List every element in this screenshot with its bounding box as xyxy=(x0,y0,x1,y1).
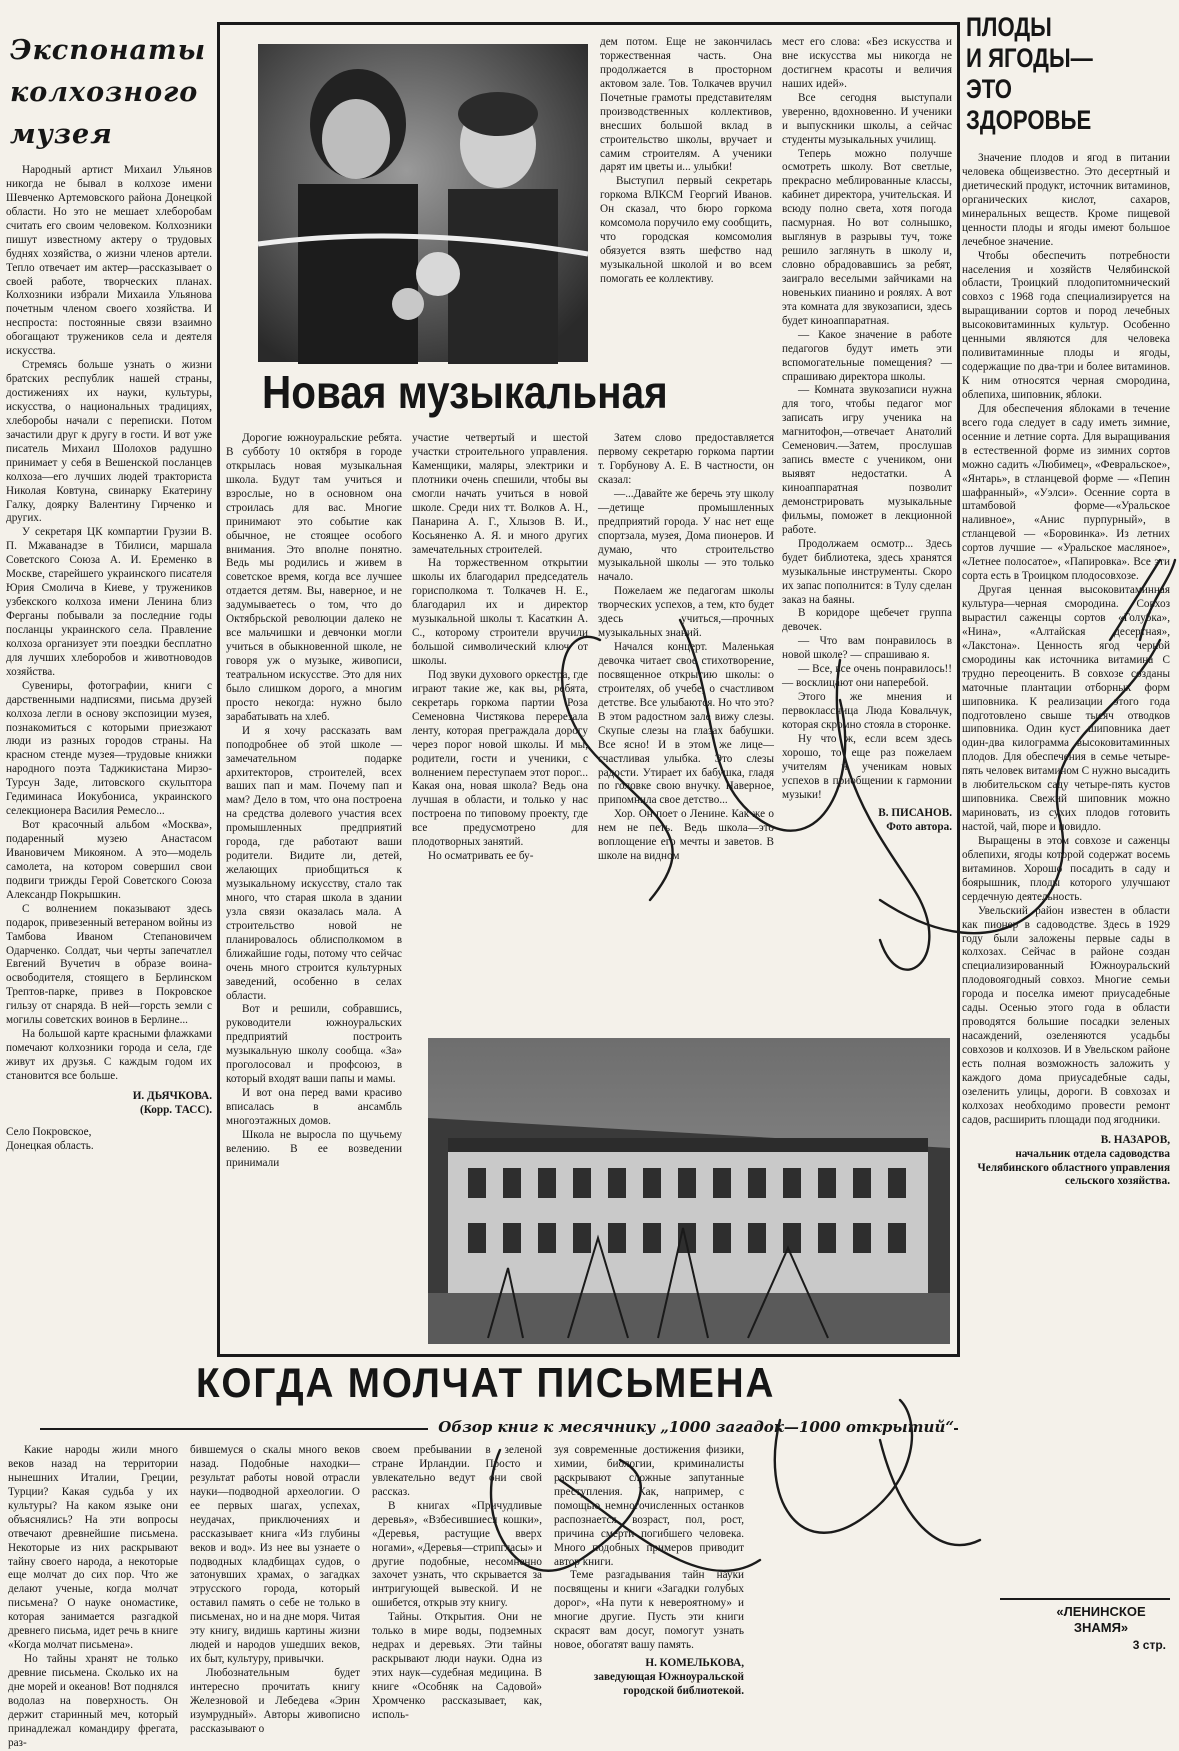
paragraph: Выращены в этом совхозе и саженцы облепихи, ягоды которой содержат восемь витаминов. Хорошо посадить в саду и боярышник, плоды которого улучшают сердечную деятельность. xyxy=(962,834,1170,903)
paragraph: Увельский район известен в области как пионер в садоводстве. Здесь в 1929 году были заложены первые сады в колхозах. Сейчас в районе создан специализированный Южноуральский плодовоягодный совхоз. Многие семьи города и поселка имеют приусадебные сады. Осенью этого года в области проводятся большие посадки зеленых насаждений, озеленяются усадьбы совхозов и колхозов. И в Увельском районе есть полная возможность заложить у каждого дома приусадебные сады, озеленить улицы, дороги. В совхозах и колхозах необходимо провести ремонт садов, расширить площади под ягодники. xyxy=(962,904,1170,1126)
paragraph: участие четвертый и шестой участки строительного управления. Каменщики, маляры, электрики и плотники очень спешили, чтобы вы смогли начать учиться в новой школе. Среди них тт. Волков А. Н., Панарина А. Г., Хлызов В. И., Косьяненко А. Я. и много других замечательных строителей. xyxy=(412,432,588,556)
paragraph: Но тайны хранят не только древние письмена. Сколько их на дне морей и океанов! Вот поднялся водолаз на поверхность. Он держит старинный меч, который принадлежал командиру фрегата, раз- xyxy=(8,1653,178,1749)
footer-rule xyxy=(1000,1598,1170,1600)
paragraph: Для обеспечения яблоками в течение всего года следует в саду иметь зимние, осенние и летние сорта. Для выращивания в естественной форме из зимних сортов можно садить «Любимец», «Февральское», «Янтарь», в стланцевой форме — «Пепин шафранный», «Уэлси». Осенние сорта в штамбовой форме—«Уральское наливное», «Анис пурпурный», в стланцевой — «Боровинка». Из летних сортов лучшие — «Уральское масляное», «Летнее полосатое», «Папировка». Все эти сорта есть в Троицком плодосовхозе. xyxy=(962,402,1170,583)
museum-place: Село Покровское, Донецкая область. xyxy=(6,1125,94,1152)
footer-paper-name: «ЛЕНИНСКОЕ ЗНАМЯ» xyxy=(1056,1604,1146,1635)
paragraph: — Все, все очень понравилось!! — восклицают они наперебой. xyxy=(782,663,952,690)
museum-title-line: колхозного xyxy=(10,77,199,108)
paragraph: зуя современные достижения физики, химии, биологии, криминалисты раскрывают сложные запутанные преступления. Как, например, с помощью немногочисленных останков распознается возраст, пол, рост, причина смерти погибшего человека. Много подобных примеров приводит автор книги. xyxy=(554,1444,744,1568)
fruits-title-line: И ЯГОДЫ— xyxy=(966,43,1093,73)
paragraph: Вот красочный альбом «Москва», подаренный музею Анастасом Ивановичем Микояном. А это—модель самолета, на котором совершил свои подвиги трижды Герой Советского Союза Александр Покрышкин. xyxy=(6,819,212,901)
paragraph: Ну что ж, если всем здесь хорошо, то еще раз пожелаем учителям и ученикам новых успехов в приобщении к гармонии музыки! xyxy=(782,732,952,801)
paragraph: Затем слово предоставляется первому секретарю горкома партии т. Горбунову А. Е. В частности, он сказал: xyxy=(598,432,774,486)
paragraph: —...Давайте же беречь эту школу—детище промышленных предприятий города. У нас нет еще спортзала, музея, Дома пионеров. И думаю, что строительство музыкальной школы — это только начало. xyxy=(598,487,774,584)
museum-article xyxy=(6,24,216,1320)
paragraph: — Что вам понравилось в новой школе? — спрашиваю я. xyxy=(782,635,952,662)
paragraph: Но осматривать ее бу- xyxy=(428,850,534,863)
paragraph: Значение плодов и ягод в питании человека общеизвестно. Это десертный и диетический продукт, источник витаминов, органических кислот, сахаров, минеральных веществ. Кроме пищевой ценности плоды и ягоды имеют большое лечебное значение. xyxy=(962,152,1170,248)
box-border-bottom xyxy=(217,1354,959,1357)
paragraph: Другая ценная высоковитаминная культура—черная смородина. Совхоз вырастил саженцы сортов «Голубка», «Нина», «Алтайская десертная», «Лакстона». Ценность ягод черной смородины как источника витамина С трудно переоценить. В совхозе созданы маточные плантации отборных форм шиповника. К реализации этого года подготовлено свыше тысяч отводков шиповника. Один куст шиповника дает один-два килограмма высоковитаминных плодов. Для обеспечения в семье четыре-пять человек витамином С нужно высадить в любительском саду четыре-пять кустов шиповника. Свежий шиповник можно мариновать, из сухих плодов готовить настой, чай, пюре и повидло. xyxy=(962,584,1171,833)
paragraph: У секретаря ЦК компартии Грузии В. П. Мжаванадзе в Тбилиси, маршала Советского Союза А. И. Еременко в Москве, старейшего украинского писателя Юрия Смолича в Киеве, у тружеников узбекского колхоза имени Ленина близ Ферганы побывали за последние годы посланцы украинского села. Правление колхоза организует эти поездки бесплатно для лучших хлеборобов и животноводов хозяйства. xyxy=(6,526,212,678)
music-col-a xyxy=(600,36,772,356)
paragraph: Дорогие южноуральские ребята. В субботу 10 октября в городе открылась новая музыкальная школа. Будут там учиться и взрослые, но в основном она строилась для вас. Многие принимают это событие как обычное, не стоящее особого внимания. Это вполне понятно. Ведь мы родились и живем в советское время, когда все лучшее отдается детям. Вы, наверное, и не задумываетесь о том, что до Октябрьской революции далеко не все мальчишки и девчонки могли учиться в обыкновенной школе, не говоря уж о музыке, живописи, театральном искусстве. Это для них было слишком дорого, а многим просто некогда: нужно было зарабатывать на хлеб. xyxy=(226,432,402,723)
paragraph: Под звуки духового оркестра, где играют такие же, как вы, ребята, секретарь горкома партии Роза Семеновна Чистякова перерезала ленту, которая преграждала дорогу через порог новой школы. И мы, родители, гости и ученики, с волнением переступаем этот порог... Какая она, новая школа? Ведь она лучшая в области, и только у нас построена по типовому проекту, где все предусмотрено для плодотворных занятий. xyxy=(412,668,588,849)
music-author-role: Фото автора. xyxy=(886,820,952,833)
paragraph: Какие народы жили много веков назад на территории нынешних Италии, Греции, Турции? Какая судьба у их культуры? На каком языке они объяснялись? На эти вопросы отвечают древнейшие письмена. Некоторые из них раскрывают тайну своего народа, а некоторые еще молчат до сих пор. Что же делают ученые, когда молчат письмена? О науке ономастике, которая занимается разгадкой древнего письма, идет речь в книге «Когда молчат письмена». xyxy=(8,1444,178,1652)
paragraph: С волнением показывают здесь подарок, привезенный ветераном войны из Тамбова Иваном Степановичем Одарченко. Солдат, чьи черты запечатлел Евгений Вучетич в образе воина-освободителя, стоящего в Берлинском Трептов-парке, привез в Покровское гильзу от снаряда. В ней—горсть земли с могилы советских воинов в Берлине... xyxy=(6,902,212,1027)
paragraph: Тайны. Открытия. Они не только в мире воды, подземных недрах и деревьях. Эти тайны раскрывают люди науки. Одна из этих наук—судебная медицина. В книге «Особняк на Садовой» Хромченко рассказывает, как, исполь- xyxy=(372,1611,542,1721)
fruits-author-role: начальник отдела садоводства Челябинского областного управления сельского хозяйства. xyxy=(977,1147,1170,1188)
paragraph: В книгах «Причудливые деревья», «Взбесившиеся кошки», «Деревья, растущие вверх ногами», «Деревья—стрипгласы» и другие подобные, несомненно захочет узнать, что скрывается за интригующей вывеской. И не ошибется, открыв эту книгу. xyxy=(372,1499,542,1610)
books-subtitle: Обзор книг к месячнику „1000 загадок—1000 открытий“ xyxy=(428,1416,954,1438)
box-border-right xyxy=(957,22,960,1357)
paragraph: Этого же мнения и первоклассница Люда Ковальчук, которая скромно стояла в сторонке. xyxy=(782,691,952,731)
books-headline: КОГДА МОЛЧАТ ПИСЬМЕНА xyxy=(196,1359,776,1406)
books-author: Н. КОМЕЛЬКОВА, xyxy=(645,1657,744,1670)
museum-author: И. ДЬЯЧКОВА. xyxy=(132,1089,212,1102)
music-col-2 xyxy=(412,432,588,1032)
paragraph: Сувениры, фотографии, книги с дарственными надписями, письма друзей колхоза легли в основу экспозиции музея, познакомиться с которыми приезжают люди из разных городов страны. На красном стенде музея—трудовые книжки народного поэта Таджикистана Мирзо-Турсун Заде, литовского скульптора Гедиминаса Иокубониса, украинского селекционера Василия Ремесло... xyxy=(6,679,212,818)
museum-body xyxy=(6,164,212,1154)
paragraph: И вот она перед вами красиво вписалась в ансамбль многоэтажных домов. xyxy=(226,1087,402,1127)
museum-title-line: Экспонаты xyxy=(10,35,207,66)
fruits-body xyxy=(962,152,1170,1189)
box-border-left xyxy=(217,22,220,1357)
paragraph: Все сегодня выступали уверенно, вдохновенно. И ученики и выпускники школы, а сейчас студенты музыкальных училищ. xyxy=(782,91,952,146)
music-col-b xyxy=(782,36,952,1006)
paragraph: И я хочу рассказать вам поподробнее об этой школе — замечательном подарке архитекторов, строителей, всех ваших пап и мам. Почему пап и мам? Дело в том, что она построена на средства долевого участия всех промышленных предприятий города, где работают ваши родители. Видите ли, детей, желающих приобщиться к музыкальному искусству, стало так много, что старая школа в здании узла связи оказалась мала. А строительство новой не планировалось облисполкомом в ближайшие годы, потому что сейчас очень много строится культурных заведений, особенно в селах области. xyxy=(226,724,402,1002)
paragraph: своем пребывании в зеленой стране Ирландии. Просто и увлекательно ведут они свой рассказ. xyxy=(372,1444,542,1498)
box-border-top xyxy=(217,22,959,25)
music-author: В. ПИСАНОВ. xyxy=(878,806,952,819)
paragraph: Теперь можно получше осмотреть школу. Вот светлые, прекрасно меблированные классы, кабинет директора, учительская. И всюду полно света, хотя погода пасмурная. Но вот солнышко, выглянув в разрывы туч, тоже решило заглянуть в школу и, словно обрадовавшись за ребят, заиграло веселыми зайчиками на новеньких пианино и роялях. А вот эта комната для звукозаписи, здесь будет киноаппаратная. xyxy=(782,147,952,327)
paragraph: дем потом. Еще не закончилась торжественная часть. Она продолжается в просторном актовом зале. Тов. Толкачев вручил Почетные грамоты представителям производственных коллективов, внесших большой вклад в строительство школы, вручает и самим строителям. А ученики дарят им цветы и... улыбки! xyxy=(600,36,772,174)
footer-page: 3 стр. xyxy=(1132,1638,1166,1652)
paragraph: Продолжаем осмотр... Здесь будет библиотека, здесь хранятся музыкальные инструменты. Скоро их запас пополнится: в Тулу сделан заказ на баяны. xyxy=(782,537,952,606)
fruits-title-line: ЗДОРОВЬЕ xyxy=(966,105,1092,135)
photo-school-building xyxy=(428,1038,950,1344)
paragraph: Вот и решили, собравшись, руководители южноуральских предприятий построить музыкальную школу сообща. «За» проголосовал и профсоюз, в который входят ваши папы и мамы. xyxy=(226,1003,402,1086)
fruits-title xyxy=(966,12,1137,136)
fruits-title-line: ЭТО xyxy=(966,74,1012,104)
museum-title-line: музея xyxy=(10,119,113,150)
paragraph: Чтобы обеспечить потребности населения и хозяйств Челябинской области, Троицкий плодопитомнический совхоз с 1968 года специализируется на выращивании сортов и пород лечебных высоковитаминных культур. Особенно ценными являются для человека поливитаминные плоды и ягоды, содержащие по два-три и более витаминов. К ним относятся черная смородина, облепиха, шиповник, яблоки. xyxy=(962,249,1170,401)
music-headline: Новая музыкальная xyxy=(262,366,668,418)
fruits-author: В. НАЗАРОВ, xyxy=(1100,1133,1170,1146)
music-col-3 xyxy=(598,432,774,1032)
museum-author-role: (Корр. ТАСС). xyxy=(139,1103,212,1116)
paragraph: Любознательным будет интересно прочитать книгу Железновой и Лебедева «Эрин изумрудный». Авторы живописно рассказывают о xyxy=(190,1667,360,1735)
books-author-role: заведующая Южноуральской городской библиотекой. xyxy=(593,1671,744,1697)
books-col-3 xyxy=(372,1444,542,1736)
paragraph: — Комната звукозаписи нужна для того, чтобы педагог мог записать игру ученика на магнитофон,—отвечает Анатолий Семенович.—Затем, прослушав запись вместе с учеником, они выявят недостатки. А киноаппаратная позволит демонстрировать музыкальные фильмы, поможет в лекционной работе. xyxy=(782,384,952,536)
books-col-2 xyxy=(190,1444,360,1736)
paragraph: На торжественном открытии школы их благодарил председатель горисполкома т. Толкачев Н. Е., благодарил их и директор музыкальной школы т. Касаткин А. С., которому строители вручили большой символический ключ от школы. xyxy=(412,557,588,667)
paragraph: Хор. Он поет о Ленине. Как же о нем не петь. Ведь школа—это воплощение его мечты и заветов. В школе на видном xyxy=(598,808,774,863)
photo-ribbon-cutting xyxy=(258,44,588,362)
paragraph: Выступил первый секретарь горкома ВЛКСМ Георгий Иванов. Он сказал, что бюро горкома комсомола поручило ему сообщить, что городская комсомолия обязуется взять шефство над музыкальной школой и во всем помогать ее коллективу. xyxy=(600,175,772,285)
fruits-article xyxy=(962,10,1174,1440)
music-col-1 xyxy=(226,432,402,1352)
paragraph: — Какое значение в работе педагогов будут иметь эти вспомогательные помещения? — спрашиваю директора школы. xyxy=(782,328,952,383)
paragraph: В коридоре щебечет группа девочек. xyxy=(782,607,952,634)
paragraph: На большой карте красными флажками помечают колхозники города и села, где живут их друзья. С каждым годом их становится все больше. xyxy=(6,1028,212,1082)
fruits-title-line: ПЛОДЫ xyxy=(966,12,1052,42)
paragraph: бившемуся о скалы много веков назад. Подобные находки—результат работы новой отрасли науки—подводной археологии. О ее первых шагах, успехах, неудачах, приключениях и рассказывает книга «Из глубины веков и вод». Из нее вы узнаете о подводных кладбищах судов, о затонувших храмах, о загадках этрусского города, который оставил память о себе не только в письменах, но и на дне моря. Читая эту книгу, видишь картины жизни людей и народов ушедших веков, их быт, культуру, привычки. xyxy=(190,1444,360,1666)
paragraph: Теме разгадывания тайн науки посвящены и книги «Загадки голубых дорог», «На пути к невероятному» и многие другие. Пусть эти книги скрасят вам досуг, помогут узнать новое, обогатят вашу память. xyxy=(554,1569,744,1652)
paragraph: мест его слова: «Без искусства и вне искусства мы никогда не достигнем красоты и величия наших идей». xyxy=(782,36,952,90)
paragraph: Начался концерт. Маленькая девочка читает свое стихотворение, посвященное открытию школы: о строителях, об учебе, о счастливом детстве. Все улыбаются. Но что это? В этом радостном зале вижу слезы. Скупые слезы на глазах бабушки. Все ясно! И в этом же лице—счастливая улыбка. Это слезы радости. Утирает их бабушка, гладя по головке свою внучку. Наверное, припомнила свое детство... xyxy=(598,641,774,807)
paragraph: Пожелаем же педагогам школы творческих успехов, а тем, кто будет здесь учиться,—прочных музыкальных знаний. xyxy=(598,585,774,640)
paragraph: Школа не выросла по щучьему велению. В ее возведении принимали xyxy=(226,1128,402,1169)
paragraph: Стремясь больше узнать о жизни братских республик нашей страны, достижениях их науки, культуры, искусства, о национальных традициях, хлеборобы начали с переписки. Потом зачастили друг к другу в гости. И вот уже писатель Михаил Шолохов радушно принимает у себя в Вешенской посланцев колхоза—его лучших людей тракториста Николая Ковтуна, свинарку Екатерину Галку, доярку Валентину Гирченко и других. xyxy=(6,359,212,525)
books-col-1 xyxy=(8,1444,178,1749)
books-col-4 xyxy=(554,1444,744,1736)
paragraph: Народный артист Михаил Ульянов никогда не бывал в колхозе имени Шевченко Артемовского района Донецкой области. Но это не мешает хлеборобам считать его своим человеком. Колхозники пишут известному актеру о трудовых буднях хозяйства, о жизни членов артели. Тепло отвечает им актер—рассказывает о своей работе, творческих планах. Колхозники избрали Михаила Ульянова почетным членом своего хозяйства. И неспроста: постоянные связи взаимно обогащают тружеников села и деятеля искусства. xyxy=(6,164,212,358)
photo-ribbon-cutting-image xyxy=(258,44,588,362)
museum-title xyxy=(10,30,216,156)
photo-school-building-image xyxy=(428,1038,950,1344)
